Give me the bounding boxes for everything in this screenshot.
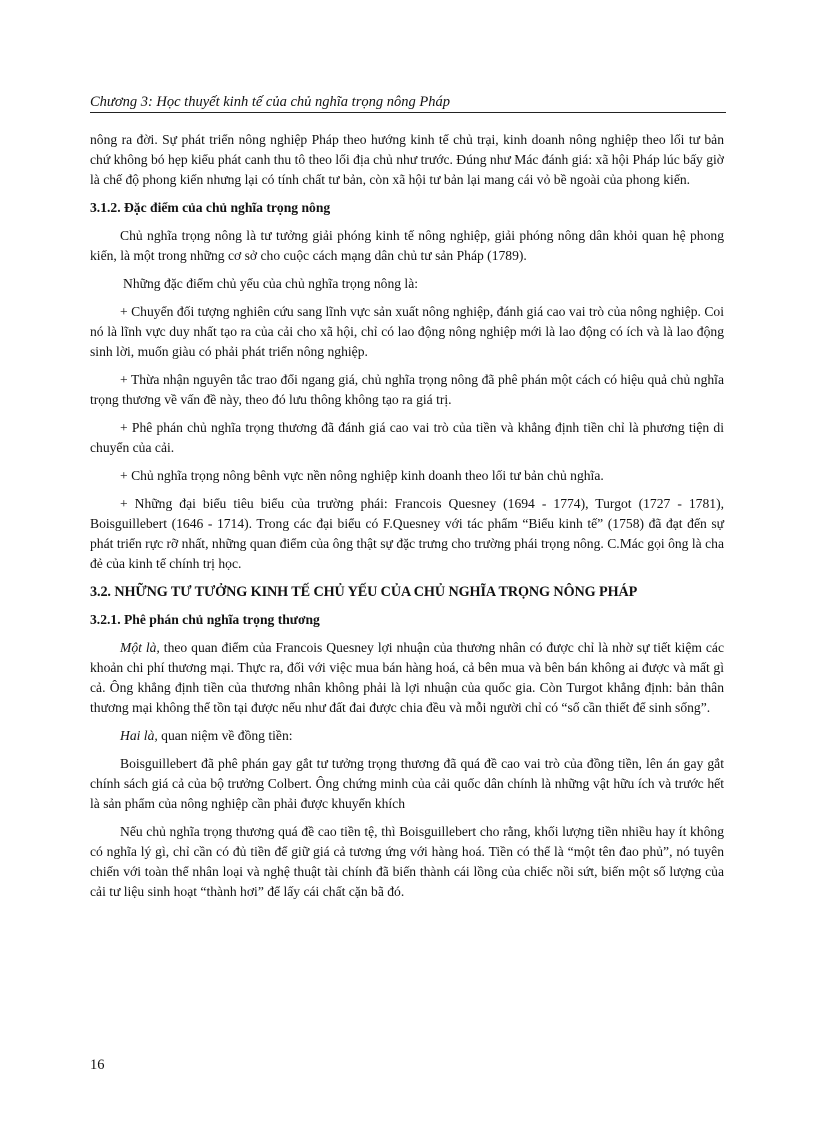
page-content: [90, 130, 724, 910]
bullet-paragraph: + Phê phán chủ nghĩa trọng thương đã đánh giá cao vai trò của tiền và khẳng định tiền chỉ là phương tiện di chuyển của cải.: [90, 420, 724, 455]
bullet-paragraph: + Thừa nhận nguyên tắc trao đổi ngang giá, chủ nghĩa trọng nông đã phê phán một cách có hiệu quả chủ nghĩa trọng thương về vấn đề này, theo đó lưu thông không tạo ra giá trị.: [90, 372, 724, 407]
paragraph: [90, 726, 724, 746]
subsection-heading-3-1-2: 3.1.2. Đặc điểm của chủ nghĩa trọng nông: [90, 200, 331, 215]
paragraph: [90, 638, 724, 718]
paragraph-body: theo quan điểm của Francois Quesney lợi nhuận của thương nhân có được chỉ là nhờ sự tiết kiệm các khoản chi phí thương mại. Thực ra, đối với việc mua bán hàng hoá, cả bên mua và bên bán không ai được và mất gì cả. Ông khẳng định tiền của thương nhân không phải là lợi nhuận của quốc gia. Còn Turgot khẳng định: bản thân thương mại không thể tồn tại được nếu như đất đai được chia đều và mỗi người chỉ có “số cần thiết để sinh sống”.: [90, 640, 724, 715]
running-header: Chương 3: Học thuyết kinh tế của chủ nghĩa trọng nông Pháp: [90, 93, 726, 113]
paragraph: Chủ nghĩa trọng nông là tư tưởng giải phóng kinh tế nông nghiệp, giải phóng nông dân khỏi quan hệ phong kiến, là một trong những cơ sở cho cuộc cách mạng dân chủ tư sản Pháp (1789).: [90, 228, 724, 263]
page-number: 16: [90, 1057, 105, 1073]
section-heading-3-2: 3.2. NHỮNG TƯ TƯỞNG KINH TẾ CHỦ YẾU CỦA CHỦ NGHĨA TRỌNG NÔNG PHÁP: [90, 584, 638, 600]
bullet-paragraph: + Chuyển đối tượng nghiên cứu sang lĩnh vực sản xuất nông nghiệp, đánh giá cao vai trò của nông nghiệp. Coi nó là lĩnh vực duy nhất tạo ra của cải cho xã hội, chỉ có lao động nông nghiệp mới là lao động có ích và là lao động sinh lời, muốn giàu có phải phát triển nông nghiệp.: [90, 304, 724, 359]
subsection-heading-3-2-1: 3.2.1. Phê phán chủ nghĩa trọng thương: [90, 612, 320, 627]
paragraph-lead: Một là,: [120, 640, 160, 655]
paragraph: Nếu chủ nghĩa trọng thương quá đề cao tiền tệ, thì Boisguillebert cho rằng, khối lượng tiền nhiều hay ít không có nghĩa lý gì, chỉ cần có đủ tiền để giữ giá cả tương ứng với hàng hoá. Tiền có thể là “một tên đao phủ”, nó tuyên chiến với toàn thể nhân loại và nghệ thuật tài chính đã biến thành cái lồng của chiếc nồi sứt, biến một số lượng của cải tư liệu sinh hoạt “thành hơi” để lấy cái chất cặn bã đó.: [90, 824, 724, 899]
paragraph-body: quan niệm về đồng tiền:: [157, 728, 293, 743]
paragraph-lead: Hai là,: [120, 728, 158, 743]
bullet-paragraph: + Chủ nghĩa trọng nông bênh vực nền nông nghiệp kinh doanh theo lối tư bản chủ nghĩa.: [120, 468, 604, 483]
paragraph: Boisguillebert đã phê phán gay gắt tư tưởng trọng thương đã quá đề cao vai trò của đồng tiền, lên án gay gắt chính sách giá cả của bộ trưởng Colbert. Ông chứng minh của cải quốc dân chính là những vật hữu ích và trước hết là sản phẩm của nông nghiệp cần phải được khuyến khích: [90, 756, 724, 811]
intro-paragraph: nông ra đời. Sự phát triển nông nghiệp Pháp theo hướng kinh tế chủ trại, kinh doanh nông nghiệp theo lối tư bản chứ không bó hẹp kiểu phát canh thu tô theo lối địa chủ như trước. Đúng như Mác đánh giá: xã hội Pháp lúc bấy giờ là chế độ phong kiến nhưng lại có tính chất tư bản, còn xã hội tư bản lại mang cái vỏ bề ngoài của phong kiến.: [90, 132, 724, 187]
paragraph: Những đặc điểm chủ yếu của chủ nghĩa trọng nông là:: [123, 276, 419, 291]
bullet-paragraph: + Những đại biểu tiêu biểu của trường phái: Francois Quesney (1694 - 1774), Turgot (1727 - 1781), Boisguillebert (1646 - 1714). Trong các đại biểu có F.Quesney với tác phẩm “Biểu kinh tế” (1758) đã đạt đến sự phát triển rực rỡ nhất, những quan điểm của ông thật sự đặc trưng cho trường phái trọng nông. C.Mác gọi ông là cha đẻ của kinh tế chính trị học.: [90, 496, 724, 571]
